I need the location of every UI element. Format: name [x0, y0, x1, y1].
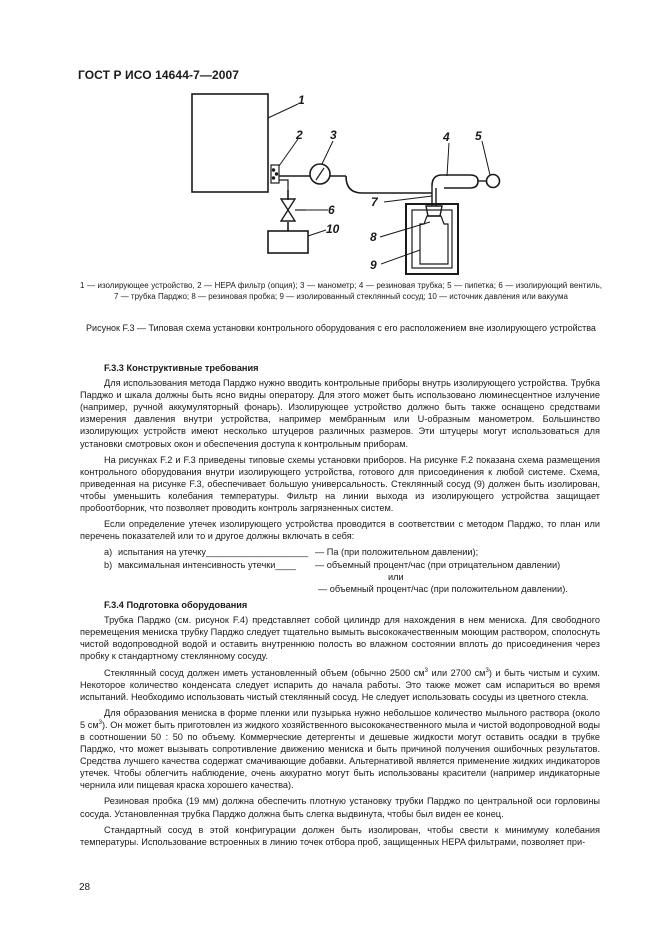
callout-5: 5 — [475, 129, 482, 143]
isolator-box — [192, 94, 268, 192]
glass-vessel — [420, 216, 448, 264]
callout-9: 9 — [370, 258, 377, 272]
paragraph: Для использования метода Парджо нужно вводить контрольные приборы внутрь изолирующего устройства. Трубка Парджо и шкала должны быть ясно видны оператору. Для этого может быть использовано люминесцентное излучение (например, ручной аккумуляторный фонарь). Изолирующее устройство должно быть также оснащено средствами измерения давления внутри устройства, например мембранным или U-образным манометром. Большинство изолирующих устройств имеют несколько штуцеров различных размеров. Эти штуцеры могут использоваться для установки смотровых окон и обеспечения доступа к контрольным приборам. — [80, 378, 600, 449]
pressure-source — [268, 231, 308, 253]
main-line — [279, 176, 432, 193]
list-item: b) максимальная интенсивность утечки____ — объемный процент/час (при отрицательном давлении) — [104, 559, 561, 570]
callout-1: 1 — [298, 93, 305, 107]
section-title-f34: F.3.4 Подготовка оборудования — [104, 600, 248, 611]
document-header: ГОСТ Р ИСО 14644-7—2007 — [78, 68, 240, 82]
callout-4: 4 — [443, 130, 450, 144]
list-item: — объемный процент/час (при положительном давлении). — [318, 583, 568, 594]
callout-6: 6 — [328, 203, 335, 217]
list-item: или — [388, 571, 404, 582]
requirements-list — [80, 546, 600, 595]
isolating-valve — [281, 199, 295, 221]
pipette — [487, 175, 500, 188]
paragraph: На рисунках F.2 и F.3 приведены типовые схемы установки приборов. На рисунке F.2 показана схема размещения контрольного оборудования внутри изолирующего устройства, готового для присоединения к любой системе. Схема, приведенная на рисунке F.3, обеспечивает большую универсальность. Стеклянный сосуд (9) должен быть изолирован, чтобы уменьшить колебания температуры. Фильтр на линии выхода из изолирующего устройства защищает пробоотборник, что позволяет проводить контроль загрязненных систем. — [80, 454, 600, 514]
rubber-stopper — [426, 206, 442, 216]
paragraph: Резиновая пробка (19 мм) должна обеспечить плотную установку трубки Парджо по центральной оси горловины сосуда. Установленная трубка Парджо должна быть слегка выдвинута, чтобы был виден ее конец. — [80, 796, 600, 819]
paragraph: Стандартный сосуд в этой конфигурации должен быть изолирован, чтобы свести к минимуму колебания температуры. Использование встроенных в линию точек отбора проб, защищенных HEPA фильтрами, позволяет при- — [80, 824, 600, 847]
paragraph: Если определение утечек изолирующего устройства проводится в соответствии с методом Парджо, то план или перечень показателей или то и другое должны включать в себя: — [80, 519, 600, 542]
paragraph: Для образования мениска в форме пленки или пузырька нужно небольшое количество мыльного раствора (около 5 $см^3$). Он может быть приготовлен из жидкого хозяйственного высококачественного мыла и чистой водопроводной воды в соотношении 50 : 50 по объему. Коммерческие детергенты и дешевые жидкости могут оставить осадки в трубке Парджо, что может вызывать сопротивление движению мениска и быть причиной получения ошибочных результатов. Средства лучшего качества содержат смачивающие добавки. Альтернативой является применение жидких индикаторов утечек. Чтобы облегчить наблюдение, очень аккуратно могут быть использованы красители (например индикаторные чернила или пищевая краска хорошего качества). — [80, 707, 600, 791]
callout-2: 2 — [296, 128, 303, 142]
list-item: a) испытания на утечку____________________ — Па (при положительном давлении); — [104, 547, 479, 558]
callout-7: 7 — [371, 195, 378, 209]
paragraph: Трубка Парджо (см. рисунок F.4) представляет собой цилиндр для нахождения в нем мениска. Для свободного перемещения мениска трубку Парджо следует тщательно вымыть высококачественным моющим раствором, сполоснуть чистой водопроводной водой и оставить внутреннюю полость во влажном состоянии вплоть до присоединения через пробку к стандартному стеклянному сосуду. — [80, 615, 600, 662]
callout-8: 8 — [370, 230, 377, 244]
callout-10: 10 — [326, 222, 340, 236]
page-number: 28 — [79, 882, 91, 893]
figure-legend: 1 — изолирующее устройство, 2 — HEPA фильтр (опция); 3 — манометр; 4 — резиновая трубка; 5 — пипетка; 6 — изолирующий вентиль, 7 — трубка Парджо; 8 — резиновая пробка; 9 — изолированный стеклянный сосуд; 10 — источник давления или вакуума — [80, 281, 602, 301]
figure-caption: Рисунок F.3 — Типовая схема установки контрольного оборудования с его расположением вне изолирующего устройства — [86, 323, 596, 333]
document-body — [80, 362, 600, 852]
figure-f3-diagram — [0, 0, 661, 290]
paragraph: Стеклянный сосуд должен иметь установленный объем (обычно 2500 $см^3$ или 2700 $см^3$) и быть чистым и сухим. Некоторое количество конденсата следует испарить до начала работы. Это также может сам испариться во время испытаний. Необходимо использовать чистый стеклянный сосуд. Не следует использовать сосуды из цветного стекла. — [80, 667, 600, 702]
section-title-f33: F.3.3 Конструктивные требования — [104, 363, 259, 373]
callout-3: 3 — [330, 128, 337, 142]
rubber-tube — [432, 175, 478, 188]
